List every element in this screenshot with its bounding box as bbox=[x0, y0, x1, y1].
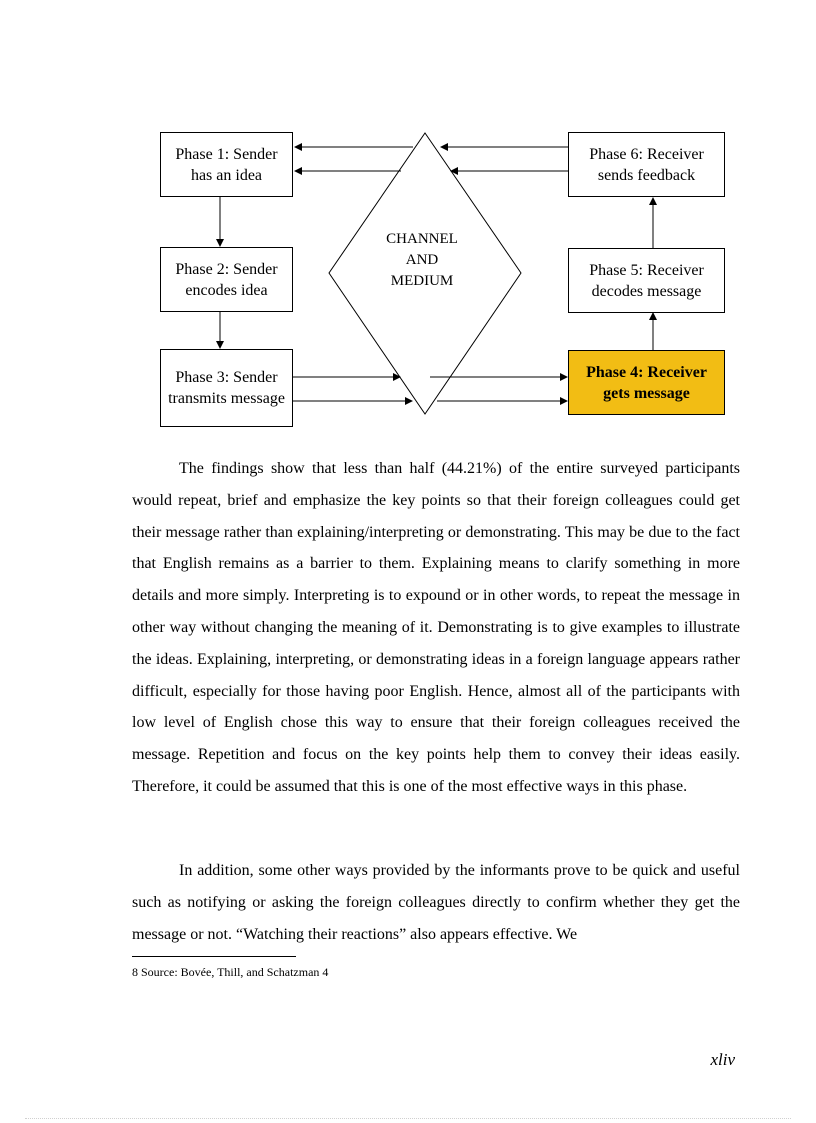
phase4-box bbox=[568, 350, 725, 415]
phase2-label: Phase 2: Sender encodes idea bbox=[175, 260, 278, 299]
footnote-separator bbox=[132, 956, 296, 957]
page-bottom-divider bbox=[25, 1118, 791, 1119]
phase4-label: Phase 4: Receiver gets message bbox=[586, 363, 707, 402]
phase3-box bbox=[160, 349, 293, 427]
phase2-box bbox=[160, 247, 293, 312]
phase1-label: Phase 1: Sender has an idea bbox=[175, 145, 278, 184]
footnote: 8 Source: Bovée, Thill, and Schatzman 4 bbox=[132, 965, 329, 979]
phase1-box bbox=[160, 132, 293, 197]
body-paragraph-1: The findings show that less than half (44.21%) of the entire surveyed participants would repeat, brief and emphasize the key points so that their foreign colleagues could get their message rather than explaining/interpreting or demonstrating. This may be due to the fact that English remains as a barrier to them. Explaining means to clarify something in more details and more simply. Interpreting is to expound or in other words, to repeat the message in other way without changing the meaning of it. Demonstrating is to give examples to illustrate the ideas. Explaining, interpreting, or demonstrating ideas in a foreign language appears rather difficult, especially for those having poor English. Hence, almost all of the participants with low level of English chose this way to ensure that their foreign colleagues received the message. Repetition and focus on the key points help them to convey their ideas easily. Therefore, it could be assumed that this is one of the most effective ways in this phase. bbox=[132, 460, 740, 795]
phase6-label: Phase 6: Receiver sends feedback bbox=[589, 145, 704, 184]
phase6-box bbox=[568, 132, 725, 197]
channel-medium-label bbox=[370, 229, 474, 292]
body-paragraph-2: In addition, some other ways provided by the informants prove to be quick and useful such as notifying or asking the foreign colleagues directly to confirm whether they get the message or not. “Watching their reactions” also appears effective. We bbox=[132, 862, 740, 943]
page-number: xliv bbox=[710, 1050, 735, 1069]
phase3-label: Phase 3: Sender transmits message bbox=[168, 369, 285, 407]
channel-label-line2: AND bbox=[405, 252, 439, 268]
channel-label-line3: MEDIUM bbox=[390, 273, 454, 289]
phase5-label: Phase 5: Receiver decodes message bbox=[589, 261, 704, 300]
channel-label-line1: CHANNEL bbox=[386, 231, 458, 247]
phase5-box bbox=[568, 248, 725, 313]
